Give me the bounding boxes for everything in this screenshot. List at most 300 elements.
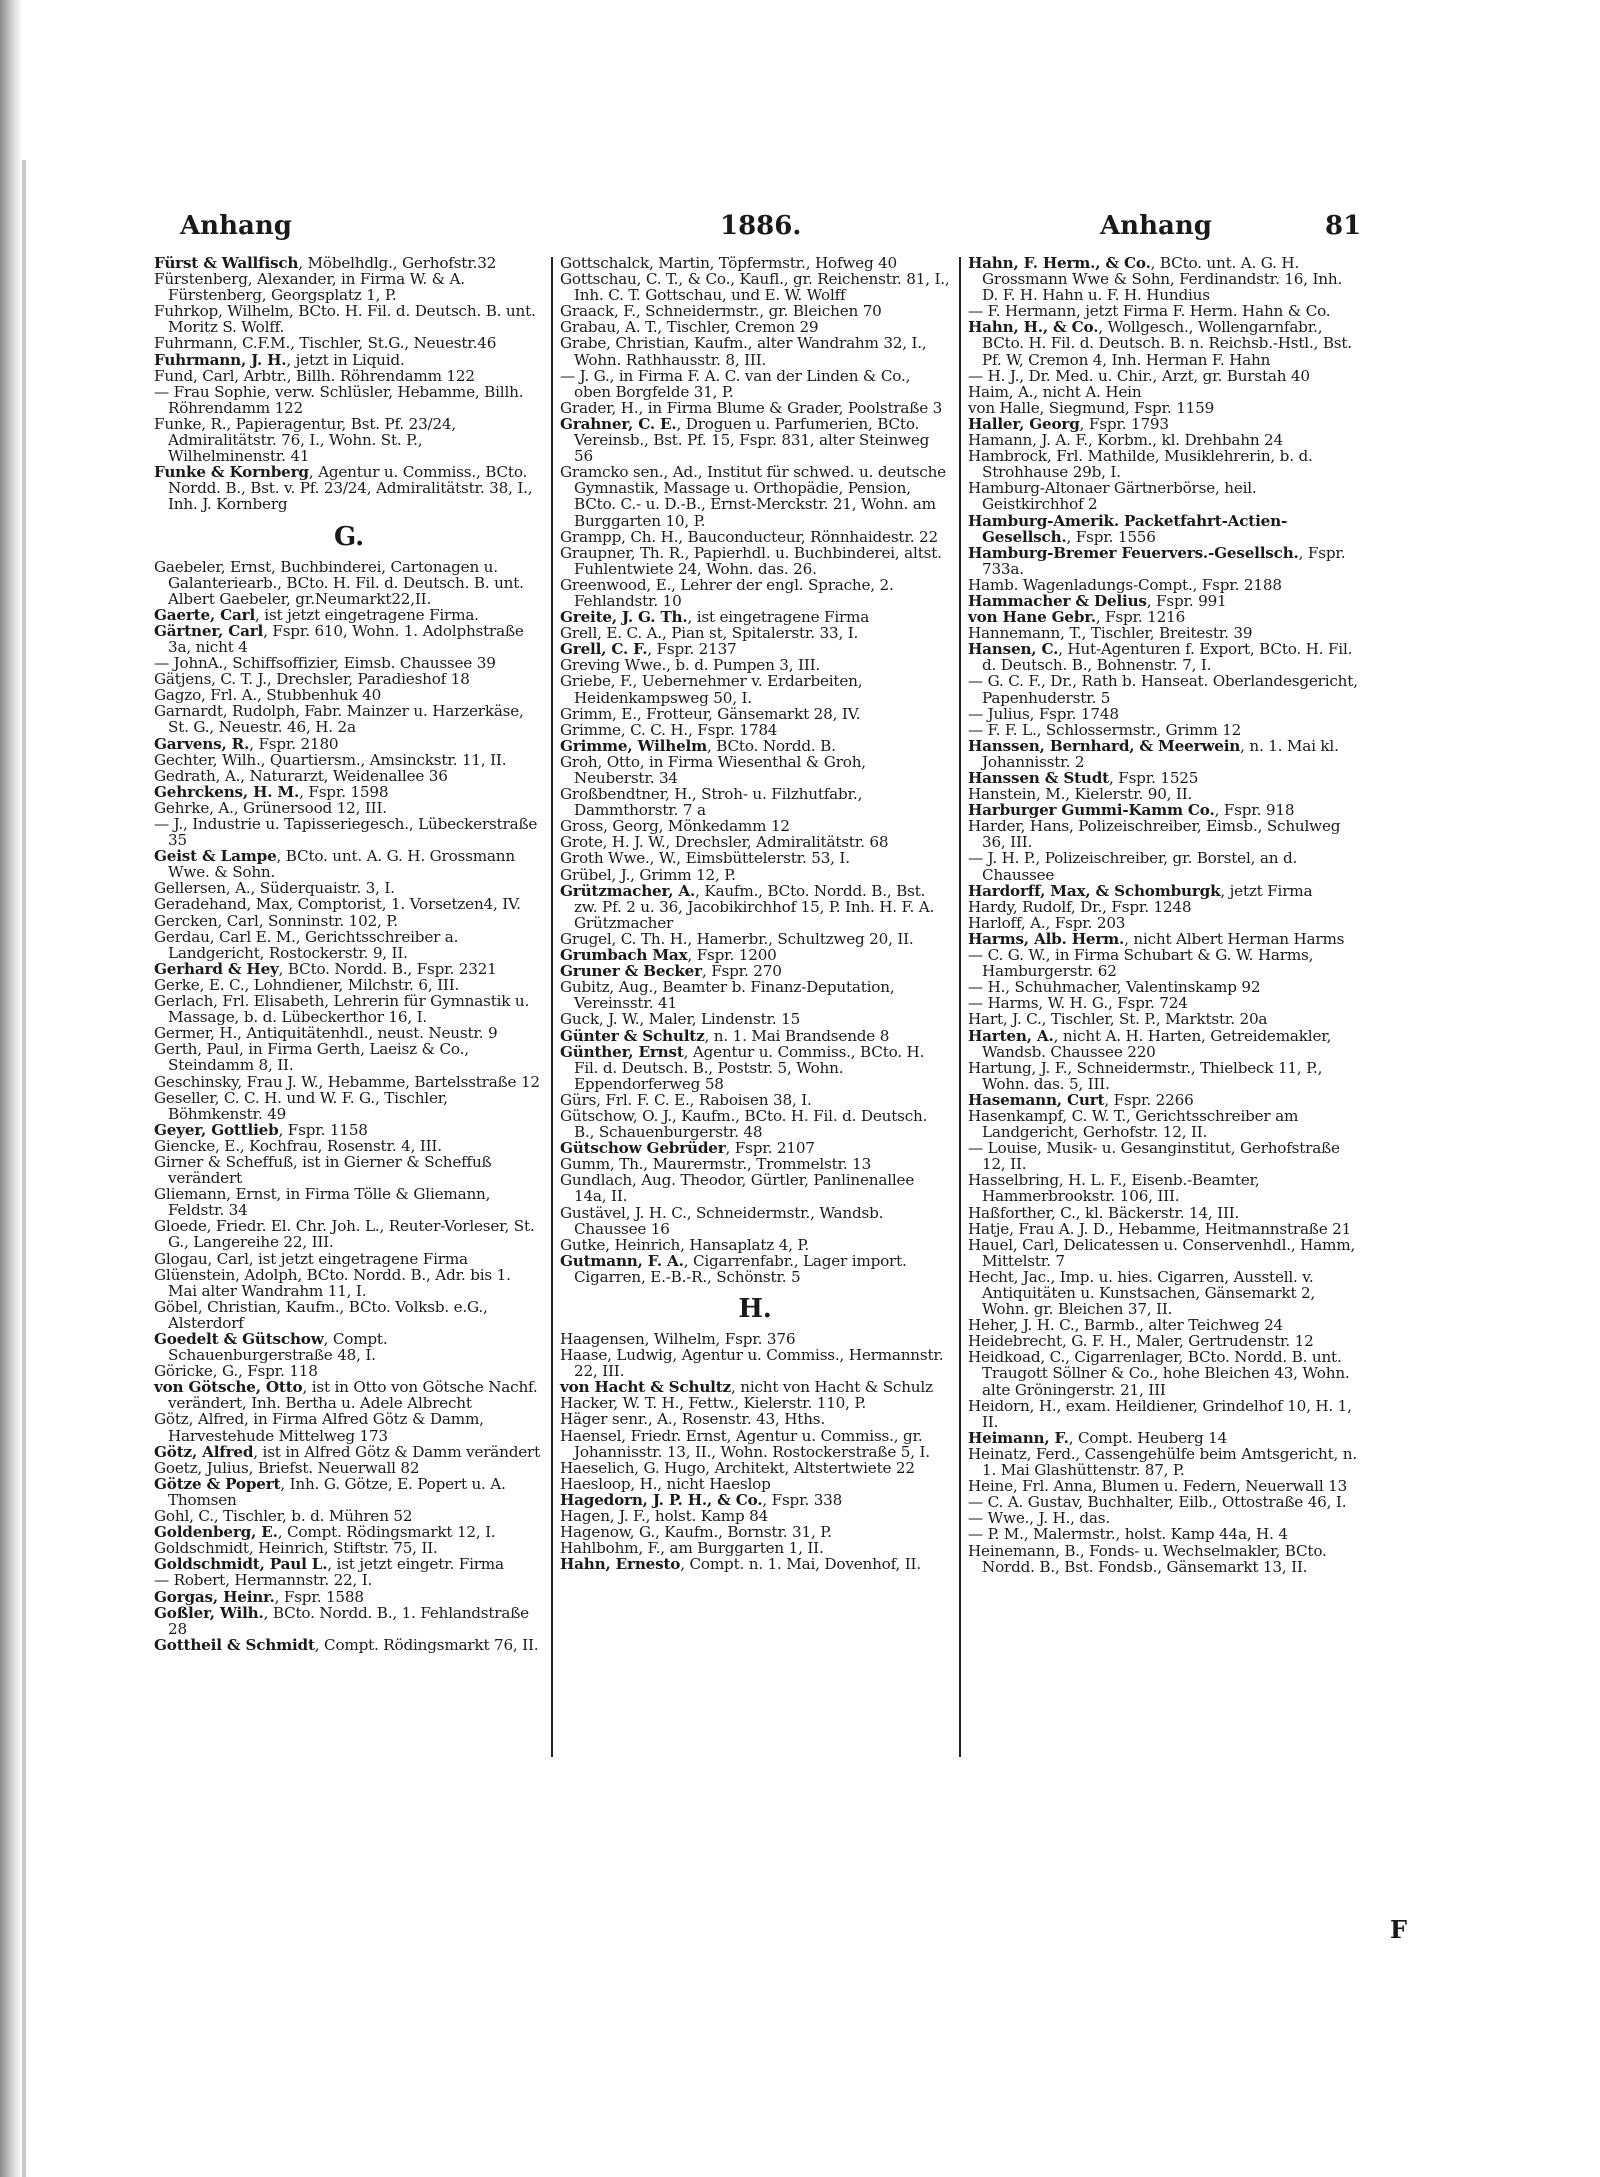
directory-entry bbox=[560, 464, 950, 528]
directory-entry bbox=[968, 625, 1358, 641]
entry-text: Gätjens, C. T. J., Drechsler, Paradieshof 18 bbox=[154, 670, 470, 689]
entry-text: — F. F. L., Schlossermstr., Grimm 12 bbox=[968, 720, 1242, 739]
directory-entry bbox=[968, 1398, 1358, 1430]
directory-entry bbox=[560, 754, 950, 786]
directory-entry bbox=[154, 1379, 544, 1411]
directory-entry bbox=[968, 1237, 1358, 1269]
directory-entry bbox=[560, 1524, 950, 1540]
entry-text: Heidkoad, C., Cigarrenlager, BCto. Nordd. B. unt. Traugott Söllner & Co., hohe Bleichen 43, Wohn. alte Gröningerstr. 21, III bbox=[968, 1348, 1350, 1399]
directory-entry bbox=[968, 1092, 1358, 1108]
directory-entry bbox=[154, 559, 544, 607]
directory-entry bbox=[560, 1556, 950, 1572]
entry-name-bold: Hamburg-Amerik. Packetfahrt-Actien-Gesellsch. bbox=[968, 511, 1288, 546]
entry-name-bold: Heimann, F. bbox=[968, 1428, 1069, 1447]
entry-text: Haensel, Friedr. Ernst, Agentur u. Commiss., gr. Johannisstr. 13, II., Wohn. Rostockerstraße 5, I. bbox=[560, 1426, 930, 1461]
entry-name-bold: Greite, J. G. Th. bbox=[560, 608, 688, 627]
entry-text: , Compt. n. 1. Mai, Dovenhof, II. bbox=[680, 1555, 921, 1574]
entry-text: — G. C. F., Dr., Rath b. Hanseat. Oberlandesgericht, Papenhuderstr. 5 bbox=[968, 672, 1358, 707]
entry-text: , jetzt in Liquid. bbox=[286, 350, 405, 369]
directory-entry bbox=[560, 947, 950, 963]
directory-entry bbox=[560, 657, 950, 673]
directory-entry bbox=[968, 432, 1358, 448]
directory-entry bbox=[968, 593, 1358, 609]
entry-name-bold: Funke & Kornberg bbox=[154, 463, 309, 482]
entry-text: Germer, H., Antiquitätenhdl., neust. Neustr. 9 bbox=[154, 1024, 498, 1043]
directory-entry bbox=[560, 1140, 950, 1156]
directory-entry bbox=[154, 1476, 544, 1508]
directory-entry bbox=[154, 1025, 544, 1041]
directory-entry bbox=[154, 1556, 544, 1572]
directory-entry bbox=[968, 1108, 1358, 1140]
directory-entry bbox=[560, 609, 950, 625]
entry-text: Grabau, A. T., Tischler, Cremon 29 bbox=[560, 318, 819, 337]
entry-text: Gloede, Friedr. El. Chr. Joh. L., Reuter-Vorleser, St. G., Langereihe 22, III. bbox=[154, 1217, 535, 1252]
entry-text: Gliemann, Ernst, in Firma Tölle & Gliemann, Feldstr. 34 bbox=[154, 1185, 491, 1220]
entry-text: Grimm, E., Frotteur, Gänsemarkt 28, IV. bbox=[560, 704, 861, 723]
directory-entry bbox=[968, 1333, 1358, 1349]
entry-text: , Wollgesch., Wollengarnfabr., BCto. H. Fil. d. Deutsch. B. n. Reichsb.-Hstl., Bst. Pf. W, Cremon 4, Inh. Herman F. Hahn bbox=[982, 318, 1352, 369]
entry-text: — Julius, Fspr. 1748 bbox=[968, 704, 1119, 723]
directory-entry bbox=[560, 706, 950, 722]
directory-entry bbox=[968, 1028, 1358, 1060]
directory-entry bbox=[968, 706, 1358, 722]
directory-entry bbox=[560, 625, 950, 641]
entry-text: Gercken, Carl, Sonninstr. 102, P. bbox=[154, 911, 398, 930]
directory-entry bbox=[968, 368, 1358, 384]
entry-text: Geseller, C. C. H. und W. F. G., Tischler, Böhmkenstr. 49 bbox=[154, 1088, 448, 1123]
entry-text: , ist jetzt eingetragene Firma. bbox=[255, 605, 479, 624]
entry-name-bold: Gerhard & Hey bbox=[154, 959, 279, 978]
entry-text: Haim, A., nicht A. Hein bbox=[968, 382, 1142, 401]
entry-name-bold: Günther, Ernst bbox=[560, 1042, 684, 1061]
entry-text: — F. Hermann, jetzt Firma F. Herm. Hahn & Co. bbox=[968, 302, 1331, 321]
directory-entry bbox=[560, 303, 950, 319]
entry-text: Gustävel, J. H. C., Schneidermstr., Wandsb. Chaussee 16 bbox=[560, 1203, 884, 1238]
entry-text: Glüenstein, Adolph, BCto. Nordd. B., Adr. bis 1. Mai alter Wandrahm 11, I. bbox=[154, 1265, 511, 1300]
entry-name-bold: Hahn, H., & Co. bbox=[968, 318, 1099, 337]
directory-entry bbox=[154, 1186, 544, 1218]
scan-edge-line bbox=[22, 160, 26, 2177]
directory-entry bbox=[968, 384, 1358, 400]
directory-entry bbox=[154, 368, 544, 384]
entry-text: Gohl, C., Tischler, b. d. Mühren 52 bbox=[154, 1507, 413, 1526]
entry-text: Goetz, Julius, Briefst. Neuerwall 82 bbox=[154, 1458, 420, 1477]
entry-text: , Fspr. 610, Wohn. 1. Adolphstraße 3a, nicht 4 bbox=[168, 621, 524, 656]
entry-text: , nicht von Hacht & Schulz bbox=[730, 1378, 933, 1397]
entry-text: Göbel, Christian, Kaufm., BCto. Volksb. e.G., Alsterdorf bbox=[154, 1297, 488, 1332]
entry-text: Grote, H. J. W., Drechsler, Admiralitätstr. 68 bbox=[560, 833, 889, 852]
entry-text: Heidorn, H., exam. Heildiener, Grindelhof 10, H. 1, II. bbox=[968, 1396, 1352, 1431]
entry-text: , Fspr. 918 bbox=[1214, 801, 1295, 820]
entry-text: — J. G., in Firma F. A. C. van der Linden & Co., oben Borgfelde 31, P. bbox=[560, 366, 911, 401]
entry-name-bold: Gorgas, Heinr. bbox=[154, 1587, 275, 1606]
directory-entry bbox=[968, 545, 1358, 577]
entry-text: Gürs, Frl. F. C. E., Raboisen 38, I. bbox=[560, 1090, 812, 1109]
directory-entry bbox=[968, 577, 1358, 593]
directory-entry bbox=[154, 1041, 544, 1073]
directory-entry bbox=[560, 673, 950, 705]
entry-name-bold: Goldenberg, E. bbox=[154, 1523, 278, 1542]
entry-text: , BCto. unt. A. G. H. Grossmann Wwe. & Sohn. bbox=[168, 847, 515, 882]
entry-name-bold: Gutmann, F. A. bbox=[560, 1251, 684, 1270]
directory-entry bbox=[968, 1221, 1358, 1237]
directory-entry bbox=[968, 995, 1358, 1011]
directory-entry bbox=[968, 979, 1358, 995]
directory-entry bbox=[968, 1494, 1358, 1510]
entry-text: Hambrock, Frl. Mathilde, Musiklehrerin, b. d. Strohhause 29b, I. bbox=[968, 447, 1313, 482]
entry-text: Hasenkampf, C. W. T., Gerichtsschreiber am Landgericht, Gerhofstr. 12, II. bbox=[968, 1106, 1299, 1142]
entry-text: — J., Industrie u. Tapisseriegesch., Lübeckerstraße 35 bbox=[154, 815, 538, 850]
entry-name-bold: Grell, C. F. bbox=[560, 640, 648, 659]
column-1 bbox=[154, 255, 544, 1653]
directory-entry bbox=[154, 1540, 544, 1556]
directory-entry bbox=[968, 738, 1358, 770]
directory-entry bbox=[560, 1428, 950, 1460]
entry-name-bold: Hahn, F. Herm., & Co. bbox=[968, 254, 1151, 272]
entry-text: — J. H. P., Polizeischreiber, gr. Borstel, an d. Chaussee bbox=[968, 849, 1298, 884]
entry-name-bold: Goßler, Wilh. bbox=[154, 1603, 264, 1622]
entry-name-bold: Gruner & Becker bbox=[560, 962, 702, 981]
entry-text: Gutke, Heinrich, Hansaplatz 4, P. bbox=[560, 1235, 809, 1254]
directory-entry bbox=[968, 1317, 1358, 1333]
directory-entry bbox=[968, 1510, 1358, 1526]
directory-entry bbox=[154, 384, 544, 416]
entry-text: Hartung, J. F., Schneidermstr., Thielbeck 11, P., Wohn. das. 5, III. bbox=[968, 1058, 1323, 1093]
directory-entry bbox=[154, 1090, 544, 1122]
directory-entry bbox=[968, 641, 1358, 673]
directory-entry bbox=[154, 961, 544, 977]
directory-entry bbox=[560, 722, 950, 738]
entry-text: , BCto. Nordd. B., 1. Fehlandstraße 28 bbox=[168, 1603, 529, 1638]
entry-text: , nicht Albert Herman Harms bbox=[1124, 929, 1345, 948]
entry-name-bold: Grumbach Max bbox=[560, 946, 688, 965]
directory-entry bbox=[968, 1430, 1358, 1446]
entry-name-bold: Hanssen, Bernhard, & Meerwein bbox=[968, 736, 1241, 755]
directory-entry bbox=[968, 1060, 1358, 1092]
entry-text: Hamann, J. A. F., Korbm., kl. Drehbahn 24 bbox=[968, 431, 1283, 450]
entry-name-bold: Goedelt & Gütschow bbox=[154, 1330, 324, 1348]
directory-entry bbox=[560, 1011, 950, 1027]
entry-text: Hatje, Frau A. J. D., Hebamme, Heitmannstraße 21 bbox=[968, 1219, 1352, 1238]
entry-text: Hagen, J. F., holst. Kamp 84 bbox=[560, 1507, 769, 1526]
section-letter: H. bbox=[738, 1294, 772, 1324]
entry-text: Harloff, A., Fspr. 203 bbox=[968, 913, 1126, 932]
entry-text: Haesloop, H., nicht Haeslop bbox=[560, 1474, 771, 1493]
directory-entry bbox=[560, 1331, 950, 1347]
entry-text: , Agentur u. Commiss., BCto. H. Fil. d. Deutsch. B., Poststr. 5, Wohn. Eppendorferweg 58 bbox=[574, 1042, 925, 1093]
entry-name-bold: Fürst & Wallfisch bbox=[154, 254, 299, 272]
directory-entry bbox=[560, 979, 950, 1011]
directory-entry bbox=[154, 1267, 544, 1299]
entry-text: Grampp, Ch. H., Bauconducteur, Rönnhaidestr. 22 bbox=[560, 527, 938, 546]
entry-text: — Harms, W. H. G., Fspr. 724 bbox=[968, 994, 1188, 1013]
entry-text: Giencke, E., Kochfrau, Rosenstr. 4, III. bbox=[154, 1136, 442, 1155]
directory-entry bbox=[968, 448, 1358, 480]
entry-text: Fuhrkop, Wilhelm, BCto. H. Fil. d. Deutsch. B. unt. Moritz S. Wolff. bbox=[154, 302, 536, 337]
entry-text: Gütschow, O. J., Kaufm., BCto. H. Fil. d. Deutsch. B., Schauenburgerstr. 48 bbox=[560, 1106, 928, 1142]
directory-entry bbox=[560, 1508, 950, 1524]
directory-entry bbox=[968, 400, 1358, 416]
directory-entry bbox=[154, 271, 544, 303]
entry-text: Harder, Hans, Polizeischreiber, Eimsb., Schulweg 36, III. bbox=[968, 817, 1341, 852]
entry-text: , Cigarrenfabr., Lager import. Cigarren, E.-B.-R., Schönstr. 5 bbox=[574, 1251, 907, 1286]
directory-entry bbox=[560, 1540, 950, 1556]
directory-entry bbox=[968, 1543, 1358, 1575]
entry-text: Gerlach, Frl. Elisabeth, Lehrerin für Gymnastik u. Massage, b. d. Lübeckerthor 16, I. bbox=[154, 992, 530, 1027]
directory-entry bbox=[560, 1379, 950, 1395]
directory-entry bbox=[968, 883, 1358, 899]
directory-entry bbox=[560, 1237, 950, 1253]
entry-text: , Fspr. 991 bbox=[1146, 591, 1227, 610]
entry-text: — Frau Sophie, verw. Schlüsler, Hebamme, Billh. Röhrendamm 122 bbox=[154, 382, 524, 417]
directory-entry bbox=[968, 673, 1358, 705]
directory-entry bbox=[154, 913, 544, 929]
entry-text: Grugel, C. Th. H., Hamerbr., Schultzweg 20, II. bbox=[560, 929, 914, 948]
directory-entry bbox=[560, 1092, 950, 1108]
directory-entry bbox=[154, 1460, 544, 1476]
entry-text: , Fspr. 2180 bbox=[249, 734, 339, 753]
directory-entry bbox=[560, 834, 950, 850]
directory-entry bbox=[154, 352, 544, 368]
directory-entry bbox=[968, 947, 1358, 979]
directory-entry bbox=[968, 1446, 1358, 1478]
entry-text: , Fspr. 1158 bbox=[278, 1120, 368, 1139]
directory-entry bbox=[154, 816, 544, 848]
directory-entry bbox=[154, 1589, 544, 1605]
directory-entry bbox=[560, 545, 950, 577]
entry-text: Heher, J. H. C., Barmb., alter Teichweg 24 bbox=[968, 1316, 1283, 1335]
directory-entry bbox=[560, 850, 950, 866]
entry-text: , n. 1. Mai Brandsende 8 bbox=[704, 1026, 890, 1045]
entry-text: Garnardt, Rudolph, Fabr. Mainzer u. Harzerkäse, St. G., Neuestr. 46, H. 2a bbox=[154, 702, 524, 737]
entry-text: , Fspr. 1793 bbox=[1079, 414, 1169, 433]
directory-entry bbox=[560, 577, 950, 609]
directory-entry bbox=[968, 609, 1358, 625]
entry-name-bold: Hagedorn, J. P. H., & Co. bbox=[560, 1490, 763, 1509]
entry-text: Gubitz, Aug., Beamter b. Finanz-Deputation, Vereinsstr. 41 bbox=[560, 978, 895, 1013]
directory-entry bbox=[968, 850, 1358, 882]
entry-text: Heinemann, B., Fonds- u. Wechselmakler, BCto. Nordd. B., Bst. Fondsb., Gänsemarkt 13, II. bbox=[968, 1541, 1327, 1576]
entry-text: Hamb. Wagenladungs-Compt., Fspr. 2188 bbox=[968, 575, 1282, 594]
entry-text: , Fspr. 733a. bbox=[982, 543, 1346, 578]
entry-text: , BCto. unt. A. G. H. Grossmann Wwe & Sohn, Ferdinandstr. 16, Inh. D. F. H. Hahn u. F. H. Hundius bbox=[982, 254, 1343, 305]
directory-entry bbox=[560, 963, 950, 979]
entry-text: — C. G. W., in Firma Schubart & G. W. Harms, Hamburgerstr. 62 bbox=[968, 946, 1314, 981]
entry-text: , Compt. Rödingsmarkt 76, II. bbox=[314, 1635, 539, 1654]
directory-entry bbox=[154, 896, 544, 912]
directory-entry bbox=[154, 977, 544, 993]
entry-text: , jetzt Firma bbox=[1220, 881, 1313, 900]
directory-entry bbox=[154, 1605, 544, 1637]
entry-text: Grader, H., in Firma Blume & Grader, Poolstraße 3 bbox=[560, 398, 943, 417]
directory-entry bbox=[154, 1572, 544, 1588]
directory-entry bbox=[560, 1172, 950, 1204]
entry-name-bold: von Hacht & Schultz bbox=[560, 1378, 731, 1397]
directory-entry bbox=[154, 1074, 544, 1090]
directory-entry bbox=[560, 1028, 950, 1044]
entry-name-bold: Haller, Georg bbox=[968, 414, 1080, 433]
entry-text: Griebe, F., Uebernehmer v. Erdarbeiten, Heidenkampsweg 50, I. bbox=[560, 672, 863, 707]
entry-text: Haase, Ludwig, Agentur u. Commiss., Hermannstr. 22, III. bbox=[560, 1346, 944, 1381]
entry-name-bold: Hammacher & Delius bbox=[968, 591, 1147, 610]
directory-entry bbox=[154, 1524, 544, 1540]
directory-entry bbox=[560, 1044, 950, 1092]
directory-entry bbox=[968, 1478, 1358, 1494]
entry-name-bold: Grimme, Wilhelm bbox=[560, 736, 707, 755]
entry-text: , Fspr. 2266 bbox=[1104, 1090, 1194, 1109]
directory-entry bbox=[560, 738, 950, 754]
column-rule bbox=[959, 257, 961, 1757]
entry-name-bold: Hasemann, Curt bbox=[968, 1090, 1105, 1109]
directory-entry bbox=[154, 1251, 544, 1267]
entry-text: Greving Wwe., b. d. Pumpen 3, III. bbox=[560, 656, 821, 675]
entry-name-bold: Hansen, C. bbox=[968, 640, 1059, 659]
directory-entry bbox=[560, 319, 950, 335]
entry-text: Haeselich, G. Hugo, Architekt, Altstertwiete 22 bbox=[560, 1458, 915, 1477]
entry-text: Fürstenberg, Alexander, in Firma W. & A. Fürstenberg, Georgsplatz 1, P. bbox=[154, 270, 465, 305]
entry-text: Gumm, Th., Maurermstr., Trommelstr. 13 bbox=[560, 1155, 872, 1174]
directory-entry bbox=[154, 768, 544, 784]
entry-name-bold: Götze & Popert bbox=[154, 1474, 281, 1493]
entry-text: , Compt. Heuberg 14 bbox=[1068, 1428, 1228, 1447]
directory-entry bbox=[154, 703, 544, 735]
entry-text: Gechter, Wilh., Quartiersm., Amsinckstr. 11, II. bbox=[154, 750, 507, 769]
directory-entry bbox=[968, 931, 1358, 947]
column-3 bbox=[968, 255, 1358, 1575]
entry-text: von Halle, Siegmund, Fspr. 1159 bbox=[968, 398, 1215, 417]
entry-text: , Möbelhdlg., Gerhofstr.32 bbox=[298, 254, 497, 272]
entry-text: Gottschalck, Martin, Töpfermstr., Hofweg 40 bbox=[560, 254, 898, 272]
entry-name-bold: Garvens, R. bbox=[154, 734, 250, 753]
directory-entry bbox=[968, 786, 1358, 802]
directory-entry bbox=[154, 752, 544, 768]
entry-text: — JohnA., Schiffsoffizier, Eimsb. Chaussee 39 bbox=[154, 654, 496, 673]
directory-entry bbox=[968, 255, 1358, 303]
directory-entry bbox=[968, 802, 1358, 818]
entry-name-bold: Grützmacher, A. bbox=[560, 881, 696, 900]
directory-entry bbox=[154, 335, 544, 351]
entry-text: Gerdau, Carl E. M., Gerichtsschreiber a. Landgericht, Rostockerstr. 9, II. bbox=[154, 927, 459, 962]
directory-entry bbox=[154, 880, 544, 896]
directory-entry bbox=[968, 1140, 1358, 1172]
entry-text: , Fspr. 2137 bbox=[647, 640, 737, 659]
directory-entry bbox=[154, 1363, 544, 1379]
directory-entry bbox=[968, 319, 1358, 367]
page-number: 81 bbox=[1325, 211, 1362, 241]
entry-text: Gehrke, A., Grünersood 12, III. bbox=[154, 798, 387, 817]
directory-entry bbox=[560, 368, 950, 400]
directory-entry bbox=[968, 513, 1358, 545]
directory-entry bbox=[560, 1395, 950, 1411]
entry-text: Geradehand, Max, Comptorist, 1. Vorsetzen4, IV. bbox=[154, 895, 521, 914]
entry-text: Fuhrmann, C.F.M., Tischler, St.G., Neuestr.46 bbox=[154, 334, 497, 353]
directory-entry bbox=[154, 1138, 544, 1154]
directory-entry bbox=[968, 1011, 1358, 1027]
page-header bbox=[150, 205, 1360, 245]
entry-text: Götz, Alfred, in Firma Alfred Götz & Damm, Harvestehude Mittelweg 173 bbox=[154, 1410, 484, 1445]
directory-entry bbox=[560, 255, 950, 271]
entry-text: , Fspr. 1525 bbox=[1109, 769, 1199, 787]
entry-text: , BCto. Nordd. B., Fspr. 2321 bbox=[278, 959, 497, 978]
entry-text: , Hut-Agenturen f. Export, BCto. H. Fil. d. Deutsch. B., Bohnenstr. 7, I. bbox=[982, 640, 1353, 675]
entry-text: , BCto. Nordd. B. bbox=[707, 736, 836, 755]
entry-text: Hasselbring, H. L. F., Eisenb.-Beamter, Hammerbrookstr. 106, III. bbox=[968, 1171, 1260, 1206]
entry-text: , Compt. Rödingsmarkt 12, I. bbox=[277, 1523, 496, 1542]
scan-edge-shadow bbox=[0, 0, 22, 2177]
entry-text: Grübel, J., Grimm 12, P. bbox=[560, 865, 736, 884]
directory-entry bbox=[560, 1460, 950, 1476]
directory-entry bbox=[560, 1108, 950, 1140]
entry-text: Heine, Frl. Anna, Blumen u. Federn, Neuerwall 13 bbox=[968, 1477, 1348, 1496]
directory-entry bbox=[560, 416, 950, 464]
entry-text: , nicht A. H. Harten, Getreidemakler, Wandsb. Chaussee 220 bbox=[982, 1026, 1332, 1061]
entry-text: , Fspr. 270 bbox=[701, 962, 782, 981]
entry-text: Gaebeler, Ernst, Buchbinderei, Cartonagen u. Galanteriearb., BCto. H. Fil. d. Deutsch. B. unt. Albert Gaebeler, gr.Neumarkt22,II. bbox=[154, 557, 524, 608]
directory-entry bbox=[154, 1154, 544, 1186]
entry-name-bold: Geyer, Gottlieb bbox=[154, 1120, 279, 1139]
entry-text: , Fspr. 1216 bbox=[1095, 608, 1186, 627]
directory-entry bbox=[968, 915, 1358, 931]
entry-text: Häger senr., A., Rosenstr. 43, Hths. bbox=[560, 1410, 826, 1429]
entry-text: , Droguen u. Parfumerien, BCto. Vereinsb., Bst. Pf. 15, Fspr. 831, alter Steinweg 56 bbox=[574, 414, 930, 466]
entry-text: Graack, F., Schneidermstr., gr. Bleichen 70 bbox=[560, 302, 882, 321]
directory-entry bbox=[560, 1253, 950, 1285]
directory-entry bbox=[560, 1156, 950, 1172]
entry-text: Grell, E. C. A., Pian st, Spitalerstr. 33, I. bbox=[560, 624, 859, 643]
entry-text: Guck, J. W., Maler, Lindenstr. 15 bbox=[560, 1010, 801, 1029]
entry-text: — Wwe., J. H., das. bbox=[968, 1509, 1110, 1528]
entry-text: Hahlbohm, F., am Burggarten 1, II. bbox=[560, 1539, 824, 1558]
directory-entry bbox=[968, 1172, 1358, 1204]
entry-text: Greenwood, E., Lehrer der engl. Sprache, 2. Fehlandstr. 10 bbox=[560, 575, 894, 610]
entry-text: Hanstein, M., Kielerstr. 90, II. bbox=[968, 785, 1193, 804]
entry-text: Glogau, Carl, ist jetzt eingetragene Firma bbox=[154, 1249, 468, 1268]
directory-entry bbox=[968, 722, 1358, 738]
entry-name-bold: Harms, Alb. Herm. bbox=[968, 929, 1125, 948]
column-rule bbox=[551, 257, 553, 1757]
directory-entry bbox=[560, 883, 950, 931]
entry-text: Graupner, Th. R., Papierhdl. u. Buchbinderei, altst. Fuhlentwiete 24, Wohn. das. 26. bbox=[560, 543, 942, 578]
entry-name-bold: Harten, A. bbox=[968, 1026, 1054, 1045]
entry-text: — P. M., Malermstr., holst. Kamp 44a, H. 4 bbox=[968, 1525, 1288, 1544]
entry-text: Gerth, Paul, in Firma Gerth, Laeisz & Co., Steindamm 8, II. bbox=[154, 1040, 469, 1075]
header-right-title: Anhang bbox=[1100, 211, 1212, 241]
entry-text: Heidebrecht, G. F. H., Maler, Gertrudenstr. 12 bbox=[968, 1332, 1314, 1351]
directory-entry bbox=[154, 607, 544, 623]
directory-entry bbox=[154, 655, 544, 671]
entry-text: Hart, J. C., Tischler, St. P., Marktstr. 20a bbox=[968, 1010, 1268, 1029]
entry-name-bold: Gaerte, Carl bbox=[154, 605, 256, 624]
directory-entry bbox=[968, 818, 1358, 850]
entry-text: Grimme, C. C. H., Fspr. 1784 bbox=[560, 720, 778, 739]
directory-entry bbox=[154, 800, 544, 816]
directory-entry bbox=[154, 464, 544, 512]
entry-text: Göricke, G., Fspr. 118 bbox=[154, 1362, 318, 1381]
header-year: 1886. bbox=[720, 211, 802, 241]
entry-text: Gellersen, A., Süderquaistr. 3, I. bbox=[154, 879, 395, 898]
entry-text: Großbendtner, H., Stroh- u. Filzhutfabr., Dammthorstr. 7 a bbox=[560, 785, 863, 820]
header-left-title: Anhang bbox=[180, 211, 292, 241]
entry-text: Gundlach, Aug. Theodor, Gürtler, Panlinenallee 14a, II. bbox=[560, 1171, 915, 1206]
entry-text: , Fspr. 1556 bbox=[1066, 527, 1156, 546]
entry-text: , Agentur u. Commiss., BCto. Nordd. B., Bst. v. Pf. 23/24, Admiralitätstr. 38, I., Inh. J. Kornberg bbox=[168, 463, 533, 514]
entry-text: Groh, Otto, in Firma Wiesenthal & Groh, Neuberstr. 34 bbox=[560, 752, 866, 787]
entry-text: Girner & Scheffuß, ist in Gierner & Scheffuß verändert bbox=[154, 1152, 492, 1188]
entry-name-bold: Hamburg-Bremer Feuervers.-Gesellsch. bbox=[968, 543, 1299, 562]
entry-name-bold: von Hane Gebr. bbox=[968, 608, 1096, 627]
entry-text: , ist in Alfred Götz & Damm verändert bbox=[253, 1442, 540, 1461]
entry-name-bold: Harburger Gummi-Kamm Co. bbox=[968, 801, 1215, 820]
